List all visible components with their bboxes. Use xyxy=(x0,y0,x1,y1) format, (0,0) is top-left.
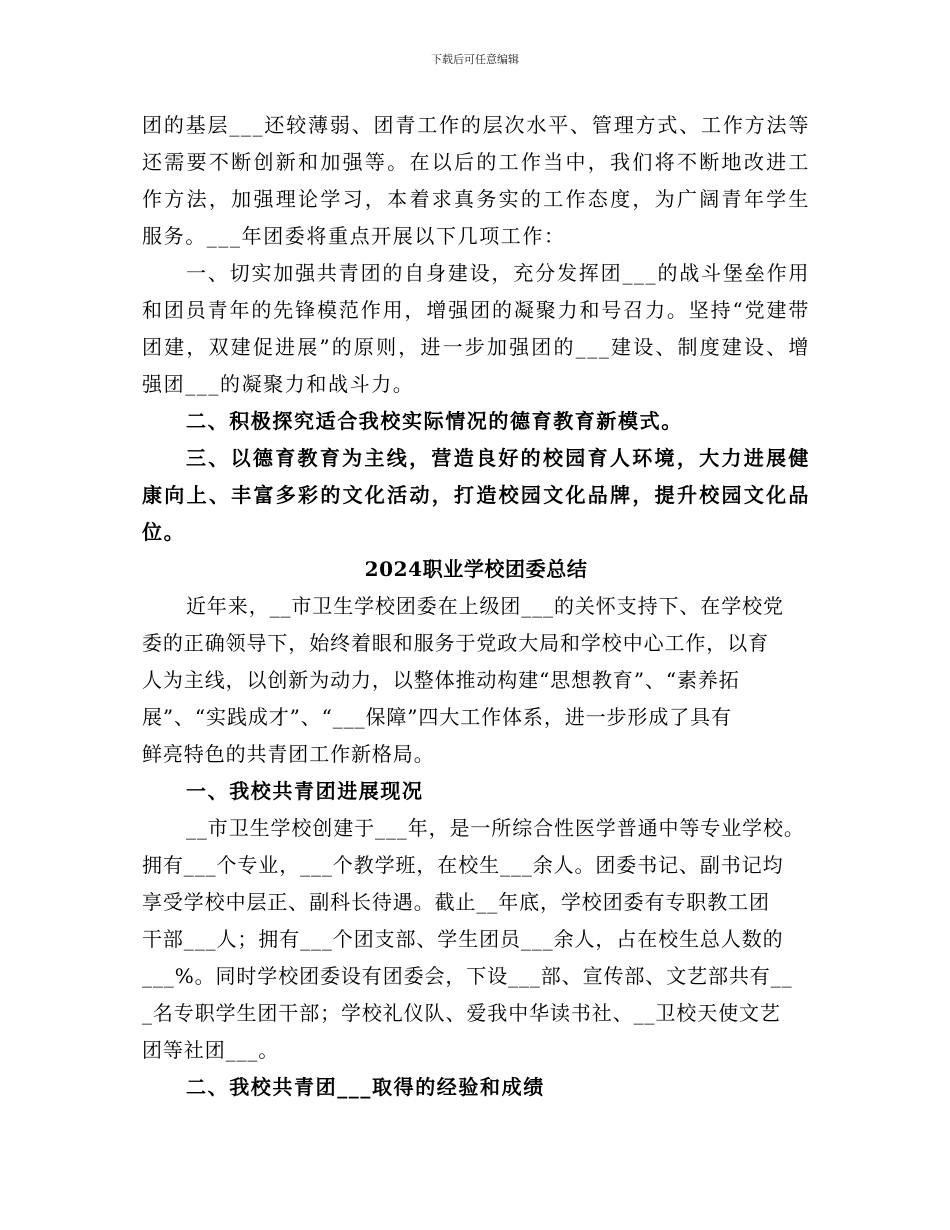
text-line: 拥有___个专业，___个教学班，在校生___余人。团委书记、副书记均 xyxy=(142,853,784,877)
paragraph-work-summary: 团的基层___还较薄弱、团青工作的层次水平、管理方式、工作方法等还需要不断创新和加强等。在以后的工作当中，我们将不断地改进工作方法，加强理论学习，本着求真务实的工作态度，为广阔青年学生服务。___年团委将重点开展以下几项工作： xyxy=(142,113,810,248)
page-header: 下载后可任意编辑 xyxy=(431,53,519,66)
text-line: 团等社团___。 xyxy=(142,1038,280,1062)
text-line: 展”、“实践成才”、“___保障”四大工作体系，进一步形成了具有 xyxy=(142,705,732,729)
text-line: 人为主线，以创新为动力，以整体推动构建“思想教育”、“素养拓 xyxy=(142,668,740,692)
text-line: ___%。同时学校团委设有团委会，下设___部、宣传部、文艺部共有__ xyxy=(142,964,793,988)
text-line: 鲜亮特色的共青团工作新格局。 xyxy=(142,742,435,766)
text-line: 享受学校中层正、副科长待遇。截止__年底，学校团委有专职教工团 xyxy=(142,890,770,914)
paragraph-item-three: 三、以德育教育为主线，营造良好的校园育人环境，大力进展健康向上、丰富多彩的文化活动，打造校园文化品牌，提升校园文化品位。 xyxy=(142,446,810,544)
paragraph-item-one: 一、切实加强共青团的自身建设，充分发挥团___的战斗堡垒作用和团员青年的先锋模范作用，增强团的凝聚力和号召力。坚持“党建带团建，双建促进展”的原则，进一步加强团的___建设、制度建设、增强团___的凝聚力和战斗力。 xyxy=(142,261,810,396)
text-line: 委的正确领导下，始终着眼和服务于党政大局和学校中心工作，以育 xyxy=(142,631,769,655)
document-body xyxy=(142,107,810,1106)
text-line: 近年来，__市卫生学校团委在上级团___的关怀支持下、在学校党 xyxy=(186,594,784,618)
paragraph-item-two: 二、积极探究适合我校实际情况的德育教育新模式。 xyxy=(186,409,683,433)
section-heading-achievements: 二、我校共青团___取得的经验和成绩 xyxy=(186,1075,545,1099)
text-line: _名专职学生团干部；学校礼仪队、爱我中华读书社、__卫校天使文艺 xyxy=(142,1001,781,1025)
document-title: 2024职业学校团委总结 xyxy=(364,557,588,581)
paragraph-intro xyxy=(142,588,810,773)
text-line: __市卫生学校创建于___年，是一所综合性医学普通中等专业学校。 xyxy=(186,816,805,840)
paragraph-status xyxy=(142,810,810,1069)
section-heading-status: 一、我校共青团进展现况 xyxy=(186,779,424,803)
text-line: 干部___人；拥有___个团支部、学生团员___余人，占在校生总人数的 xyxy=(142,927,784,951)
